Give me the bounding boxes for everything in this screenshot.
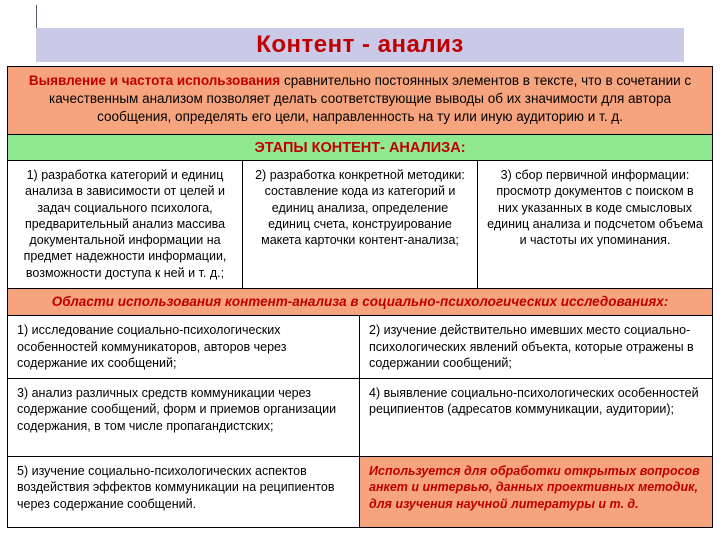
intro-body-text: сравнительно постоянных элементов в тексте, что в сочетании с качественным анализом позволяет делать соответствующие выводы об их значимости для автора сообщения, определять его цели, направленность на ту или иную аудиторию и т. д. xyxy=(49,73,692,124)
stage-cell-2: 2) разработка конкретной методики: составление кода из категорий и единиц анализа, определение единиц счета, конструирование макета карточки контент-анализа; xyxy=(243,161,478,288)
areas-section-header: Области использования контент-анализа в социально-психологических исследованиях: xyxy=(8,289,712,316)
slide-title-bar xyxy=(36,28,684,62)
area-cell-3: 3) анализ различных средств коммуникации через содержание сообщений, форм и приемов организации содержания, в том числе пропагандистских; xyxy=(8,379,360,456)
areas-table-row-2 xyxy=(8,379,712,457)
slide-title: Контент - анализ xyxy=(256,31,464,58)
area-cell-2: 2) изучение действительно имевших место социально-психологических явлений объекта, которые отражены в содержании сообщений; xyxy=(360,316,712,378)
intro-paragraph xyxy=(8,67,712,135)
usage-note-cell: Используется для обработки открытых вопросов анкет и интервью, данных проективных методик, для изучения научной литературы и т. д. xyxy=(360,457,712,527)
area-cell-5: 5) изучение социально-психологических аспектов воздействия эффектов коммуникации на реципиентов через содержание сообщений. xyxy=(8,457,360,527)
stage-cell-1: 1) разработка категорий и единиц анализа в зависимости от целей и задач социального психолога, предварительный анализ массива документальной информации на предмет надежности информации, возможности доступа к ней и т. д.; xyxy=(8,161,243,288)
stage-cell-3: 3) сбор первичной информации: просмотр документов с поиском в них указанных в коде смысловых единиц анализа и подсчетом объема и частоты их упоминания. xyxy=(478,161,712,288)
title-accent-line xyxy=(36,5,37,28)
content-frame xyxy=(7,66,713,528)
stages-section-header: ЭТАПЫ КОНТЕНТ- АНАЛИЗА: xyxy=(8,135,712,161)
stages-row xyxy=(8,161,712,289)
areas-table-row-1 xyxy=(8,316,712,379)
area-cell-4: 4) выявление социально-психологических особенностей реципиентов (адресатов коммуникации, аудитории); xyxy=(360,379,712,456)
intro-lead-text: Выявление и частота использования xyxy=(28,73,281,88)
areas-table-row-3 xyxy=(8,457,712,527)
area-cell-1: 1) исследование социально-психологических особенностей коммуникаторов, авторов через содержание их сообщений; xyxy=(8,316,360,378)
